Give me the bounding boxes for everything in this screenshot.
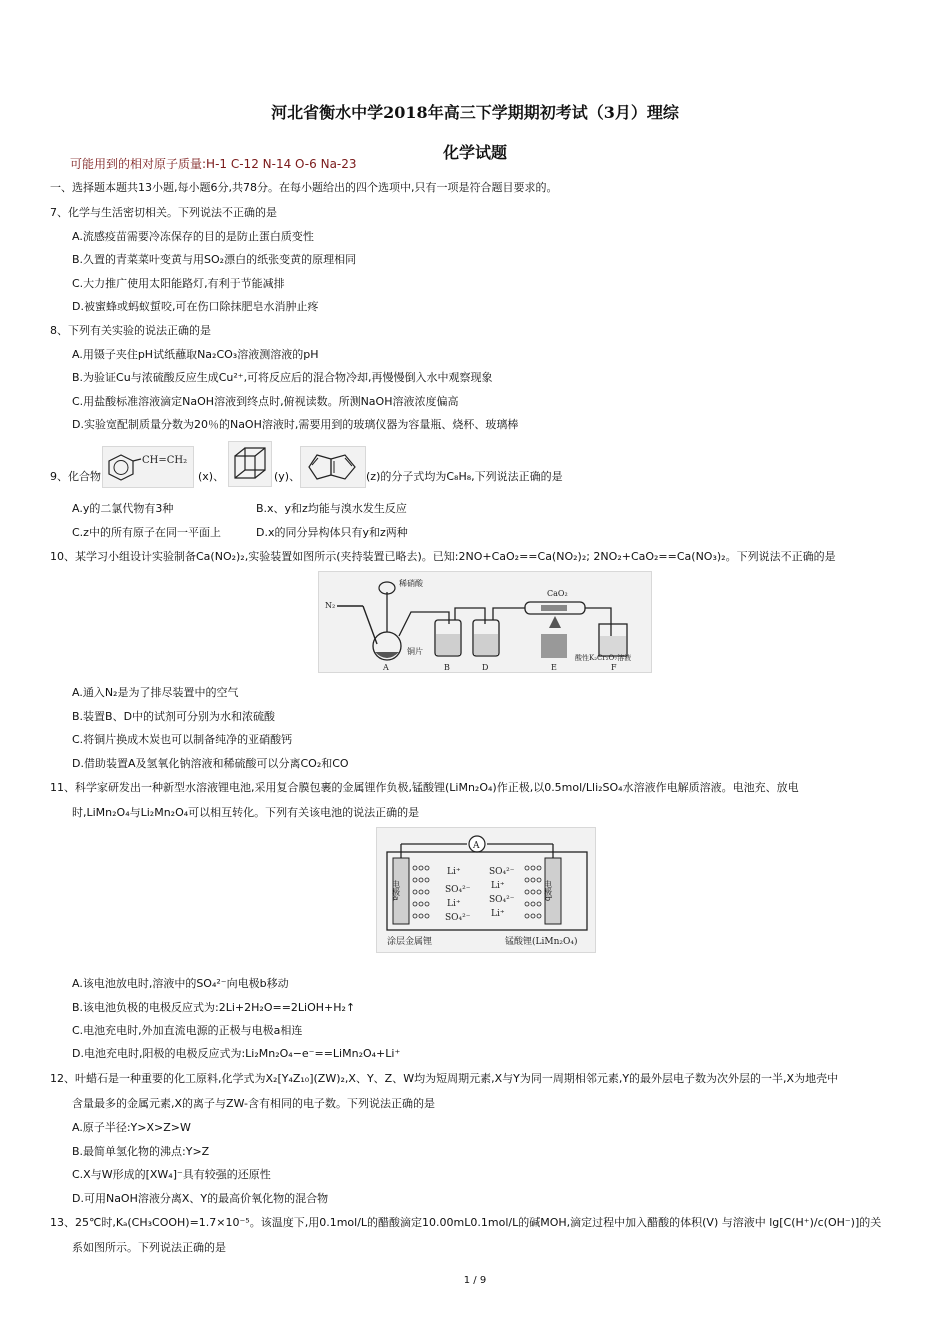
fig-acid-label: 稀硝酸 (399, 579, 423, 588)
battery-figure (376, 827, 596, 953)
q8-option-b: B.为验证Cu与浓硫酸反应生成Cu²⁺,可将反应后的混合物冷却,再慢慢倒入水中观察现象 (72, 371, 493, 384)
fig-cao2-label: CaO₂ (547, 589, 568, 598)
q9-y-label: (y)、 (274, 470, 301, 483)
fig-label-f: F (611, 663, 617, 672)
ion-so4: SO₄²⁻ (489, 895, 515, 905)
ion-so4: SO₄²⁻ (445, 913, 471, 923)
fig-solution-label: 酸性K₂Cr₂O₇溶液 (575, 654, 632, 662)
q11-stem-line1: 11、科学家研发出一种新型水溶液锂电池,采用复合膜包裹的金属锂作负极,锰酸锂(LiMn₂O₄)作正极,以0.5mol/Lli₂SO₄水溶液作电解质溶液。电池充、放电 (50, 781, 799, 794)
q9-option-c: C.z中的所有原子在同一平面上 (72, 526, 221, 539)
q9-x-label: (x)、 (198, 470, 225, 483)
q9-option-d: D.x的同分异构体只有y和z两种 (256, 526, 408, 539)
q10-option-a: A.通入N₂是为了排尽装置中的空气 (72, 686, 239, 699)
fig-label-a: A (383, 663, 389, 672)
q9-option-b: B.x、y和z均能与溴水发生反应 (256, 502, 407, 515)
exam-title: 河北省衡水中学2018年高三下学期期初考试（3月）理综 (271, 103, 679, 122)
electrode-a-label: 电极a (391, 880, 401, 901)
styrene-structure (102, 446, 194, 488)
q13-stem-line2: 系如图所示。下列说法正确的是 (72, 1241, 226, 1254)
left-caption: 涂层金属锂 (387, 937, 433, 947)
q12-option-b: B.最简单氢化物的沸点:Y>Z (72, 1145, 210, 1158)
q13-stem-line1: 13、25℃时,Kₐ(CH₃COOH)=1.7×10⁻⁵。该温度下,用0.1mol/L的醋酸滴定10.00mL0.1mol/L的碱MOH,滴定过程中加入醋酸的体积(V) 与溶液中 lg[C(H⁺)/c(OH⁻)]的关 (50, 1216, 882, 1229)
q12-option-a: A.原子半径:Y>X>Z>W (72, 1121, 191, 1134)
q11-option-d: D.电池充电时,阳极的电极反应式为:Li₂Mn₂O₄−e⁻==LiMn₂O₄+Li⁺ (72, 1047, 401, 1060)
q9-prefix: 9、化合物 (50, 470, 101, 483)
q12-option-d: D.可用NaOH溶液分离X、Y的最高价氧化物的混合物 (72, 1192, 329, 1205)
q7-option-a: A.流感疫苗需要冷冻保存的目的是防止蛋白质变性 (72, 230, 314, 243)
q12-option-c: C.X与W形成的[XW₄]⁻具有较强的还原性 (72, 1168, 271, 1181)
q12-stem-line2: 含量最多的金属元素,X的离子与ZW-含有相同的电子数。下列说法正确的是 (72, 1097, 435, 1110)
fig-copper-label: 铜片 (407, 647, 423, 656)
page-number: 1 / 9 (463, 1275, 487, 1286)
q7-option-d: D.被蜜蜂或蚂蚁蜇咬,可在伤口除抹肥皂水消肿止疼 (72, 300, 319, 313)
exam-subtitle: 化学试题 (442, 143, 507, 162)
apparatus-figure (318, 571, 652, 673)
fig-n2-label: N₂ (325, 601, 336, 610)
q7-option-b: B.久置的青菜菜叶变黄与用SO₂漂白的纸张变黄的原理相同 (72, 253, 357, 266)
section-heading: 一、选择题本题共13小题,每小题6分,共78分。在每小题给出的四个选项中,只有一项是符合题目要求的。 (50, 181, 558, 194)
q12-stem-line1: 12、叶蜡石是一种重要的化工原料,化学式为X₂[Y₄Z₁₀](ZW)₂,X、Y、Z、W均为短周期元素,X与Y为同一周期相邻元素,Y的最外层电子数为次外层的一半,X为地壳中 (50, 1072, 839, 1085)
ion-li: Li⁺ (491, 909, 505, 919)
q11-option-a: A.该电池放电时,溶液中的SO₄²⁻向电极b移动 (72, 977, 289, 990)
q11-option-c: C.电池充电时,外加直流电源的正极与电极a相连 (72, 1024, 303, 1037)
q10-option-b: B.装置B、D中的试剂可分别为水和浓硫酸 (72, 710, 276, 723)
fig-label-d: D (482, 663, 489, 672)
ion-li: Li⁺ (447, 899, 461, 909)
q9-option-a: A.y的二氯代物有3种 (72, 502, 174, 515)
q8-stem: 8、下列有关实验的说法正确的是 (50, 324, 211, 337)
q8-option-c: C.用盐酸标准溶液滴定NaOH溶液到终点时,俯视读数。所测NaOH溶液浓度偏高 (72, 395, 459, 408)
ammeter-label: A (473, 841, 480, 851)
q7-option-c: C.大力推广使用太阳能路灯,有利于节能减排 (72, 277, 285, 290)
q8-option-a: A.用镊子夹住pH试纸蘸取Na₂CO₃溶液测溶液的pH (72, 348, 319, 361)
right-caption: 锰酸锂(LiMn₂O₄) (505, 937, 578, 947)
ion-so4: SO₄²⁻ (489, 867, 515, 877)
q10-option-c: C.将铜片换成木炭也可以制备纯净的亚硝酸钙 (72, 733, 293, 746)
q11-option-b: B.该电池负极的电极反应式为:2Li+2H₂O==2LiOH+H₂↑ (72, 1001, 356, 1014)
q10-stem: 10、某学习小组设计实验制备Ca(NO₂)₂,实验装置如图所示(夹持装置已略去)。已知:2NO+CaO₂==Ca(NO₂)₂; 2NO₂+CaO₂==Ca(NO₃)₂。下列说法不正确的是 (50, 550, 836, 563)
ion-li: Li⁺ (447, 867, 461, 877)
q8-option-d: D.实验宽配制质量分数为20％的NaOH溶液时,需要用到的玻璃仪器为容量瓶、烧杯、玻璃棒 (72, 418, 519, 431)
cubane-structure (228, 441, 272, 487)
q7-stem: 7、化学与生活密切相关。下列说法不正确的是 (50, 206, 277, 219)
fig-label-e: E (551, 663, 557, 672)
bicyclic-structure (300, 446, 366, 488)
q9-z-suffix: (z)的分子式均为C₈H₈,下列说法正确的是 (366, 470, 563, 483)
electrode-b-label: 电极b (543, 880, 553, 902)
q10-option-d: D.借助装置A及氢氧化钠溶液和稀硫酸可以分离CO₂和CO (72, 757, 349, 770)
fig-label-b: B (444, 663, 450, 672)
styrene-label: CH=CH₂ (142, 455, 188, 466)
atomic-masses: 可能用到的相对原子质量:H-1 C-12 N-14 O-6 Na-23 (70, 157, 357, 171)
ion-so4: SO₄²⁻ (445, 885, 471, 895)
ion-li: Li⁺ (491, 881, 505, 891)
q11-stem-line2: 时,LiMn₂O₄与Li₂Mn₂O₄可以相互转化。下列有关该电池的说法正确的是 (72, 806, 420, 819)
